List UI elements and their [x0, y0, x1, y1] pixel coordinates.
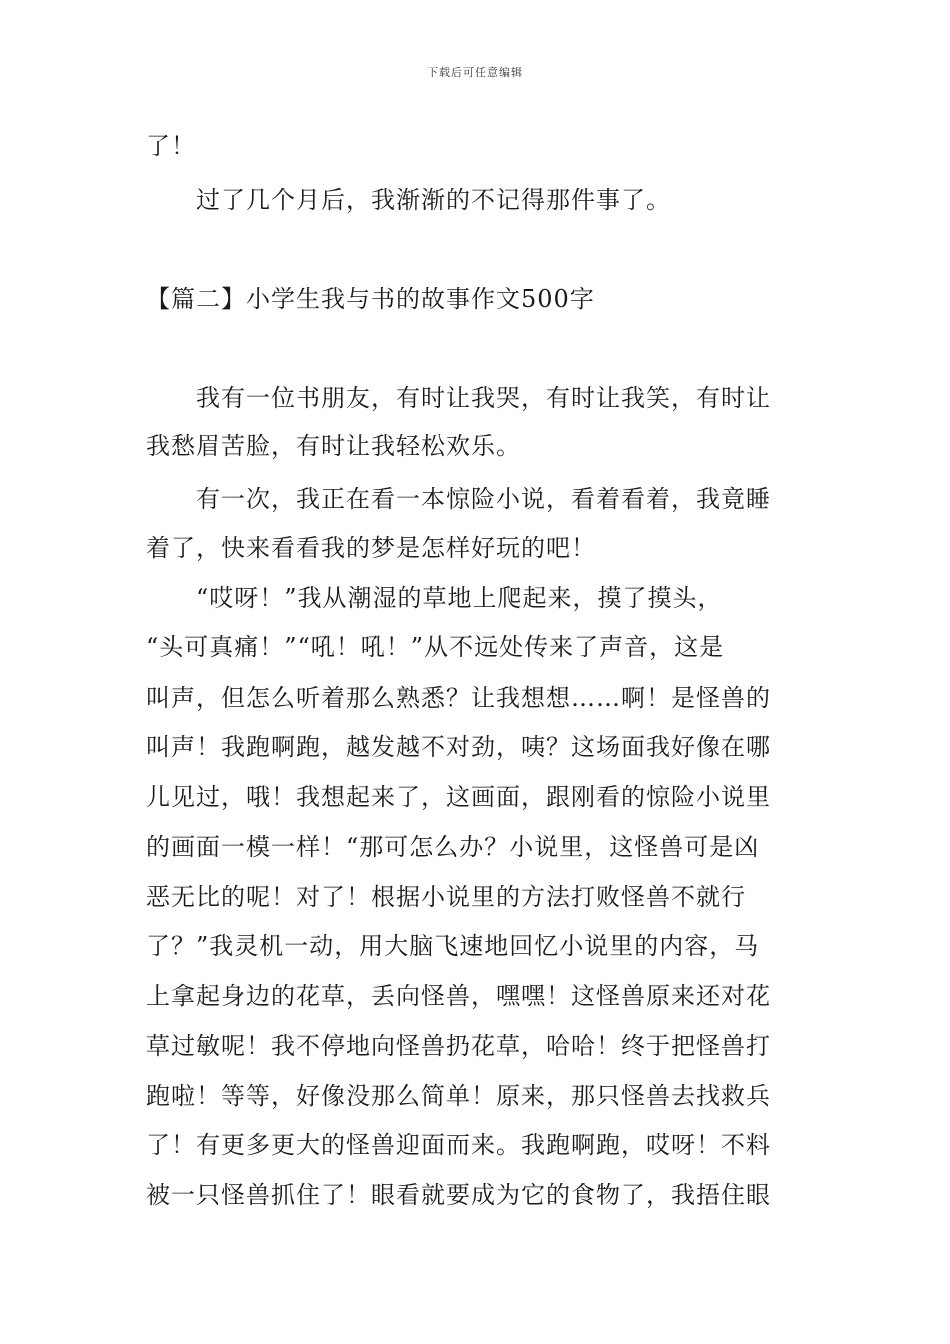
text-line: 儿见过，哦！我想起来了，这画面，跟刚看的惊险小说里	[146, 783, 771, 811]
text-line: 过了几个月后，我渐渐的不记得那件事了。	[196, 186, 671, 214]
text-line: 叫声，但怎么听着那么熟悉？让我想想……啊！是怪兽的	[146, 684, 771, 712]
text-line: 被一只怪兽抓住了！眼看就要成为它的食物了，我捂住眼	[146, 1181, 771, 1209]
text-line: 了！有更多更大的怪兽迎面而来。我跑啊跑，哎呀！不料	[146, 1131, 771, 1159]
text-line: 恶无比的呢！对了！根据小说里的方法打败怪兽不就行	[146, 883, 746, 911]
text-line: 我有一位书朋友，有时让我哭，有时让我笑，有时让	[196, 384, 771, 412]
text-line: “头可真痛！”“吼！吼！”从不远处传来了声音，这是	[146, 633, 725, 661]
text-line: 了！	[146, 132, 196, 160]
text-line: 有一次，我正在看一本惊险小说，看着看着，我竟睡	[196, 485, 771, 513]
text-line: 的画面一模一样！“那可怎么办？小说里，这怪兽可是凶	[146, 833, 760, 861]
page-header: 下载后可任意编辑	[427, 66, 523, 79]
text-line: 草过敏呢！我不停地向怪兽扔花草，哈哈！终于把怪兽打	[146, 1032, 771, 1060]
text-line: 跑啦！等等，好像没那么简单！原来，那只怪兽去找救兵	[146, 1082, 771, 1110]
section-heading: 【篇二】小学生我与书的故事作文500字	[146, 285, 595, 313]
text-line: 着了，快来看看我的梦是怎样好玩的吧！	[146, 534, 596, 562]
text-line: 叫声！我跑啊跑，越发越不对劲，咦？这场面我好像在哪	[146, 733, 771, 761]
text-line: 上拿起身边的花草，丢向怪兽，嘿嘿！这怪兽原来还对花	[146, 982, 771, 1010]
text-line: 了？”我灵机一动，用大脑飞速地回忆小说里的内容，马	[146, 932, 760, 960]
text-line: “哎呀！”我从潮湿的草地上爬起来，摸了摸头，	[196, 584, 723, 612]
text-line: 我愁眉苦脸，有时让我轻松欢乐。	[146, 432, 521, 460]
